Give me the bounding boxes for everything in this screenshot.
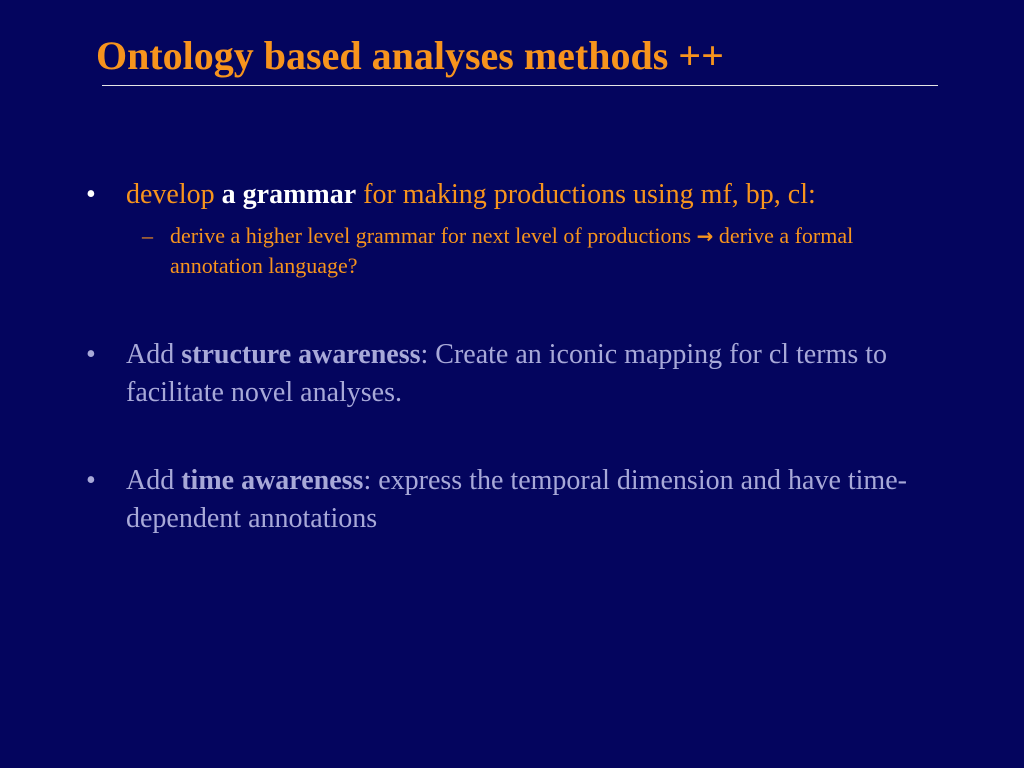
bullet-text-pre: Add xyxy=(126,465,182,496)
bullet-text-bold: a grammar xyxy=(221,179,357,210)
sub-bullet-text-post: derive a formal annotation language? xyxy=(170,223,854,278)
bullet-text-post: : Create an iconic mapping for cl terms to facilitate novel analyses. xyxy=(126,339,888,408)
bullet-structure-awareness xyxy=(86,336,946,412)
bullet-text-post: : express the temporal dimension and have time-dependent annotations xyxy=(126,465,907,534)
sub-bullet-marker: – xyxy=(142,223,153,248)
bullet-text xyxy=(126,176,946,214)
bullet-text xyxy=(126,336,946,412)
sub-bullet-text xyxy=(170,221,942,280)
title-underline xyxy=(102,85,938,86)
bullet-time-awareness xyxy=(86,462,946,538)
bullet-marker: • xyxy=(86,465,96,496)
arrow-right-icon: → xyxy=(696,224,714,248)
slide-title: Ontology based analyses methods ++ xyxy=(96,33,724,78)
bullet-text-bold: time awareness xyxy=(181,465,364,496)
bullet-grammar xyxy=(86,176,946,214)
bullet-text-pre: Add xyxy=(126,339,182,370)
bullet-marker: • xyxy=(86,339,96,370)
bullet-marker: • xyxy=(86,179,96,210)
sub-bullet-text-pre: derive a higher level grammar for next level of productions xyxy=(170,223,697,248)
bullet-text-pre: develop xyxy=(126,179,222,210)
bullet-text xyxy=(126,462,946,538)
sub-bullet-grammar xyxy=(142,221,942,280)
bullet-text-post: for making productions using mf, bp, cl: xyxy=(356,179,816,210)
bullet-text-bold: structure awareness xyxy=(181,339,421,370)
